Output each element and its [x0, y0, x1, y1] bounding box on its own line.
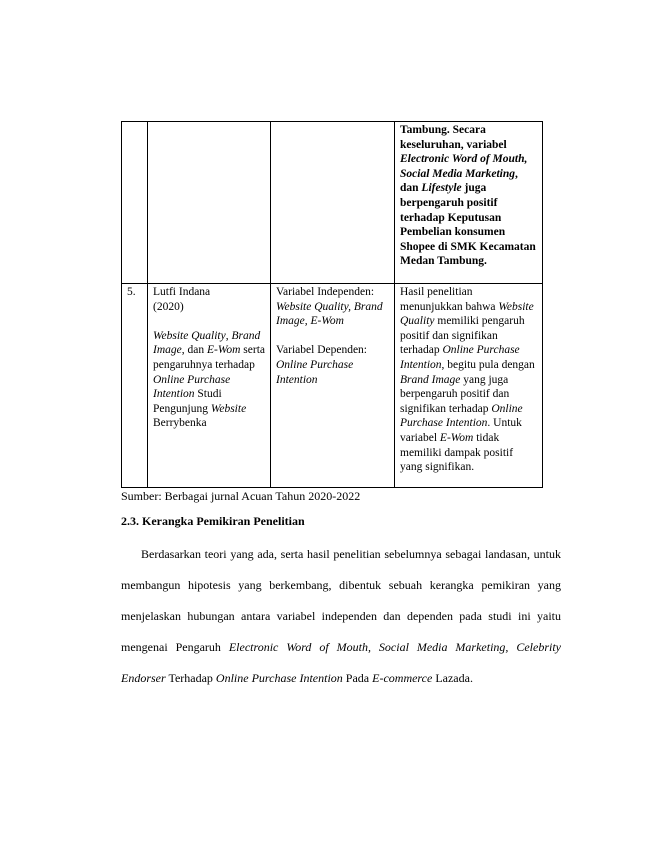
text-run: tidak memiliki dampak positif yang signifikan. [400, 431, 514, 474]
text-run: Terhadap [165, 671, 216, 685]
text-run: . Untuk variabel [400, 417, 522, 444]
text-run: Studi Pengunjung [153, 388, 222, 415]
text-run: Brand Image [400, 373, 461, 386]
independent-vars: Website Quality, Brand Image, E-Wom [276, 300, 383, 328]
cell-author [148, 284, 271, 488]
cell-variables [271, 284, 395, 488]
text-run: Website [210, 402, 247, 415]
section-heading: 2.3. Kerangka Pemikiran Penelitian [121, 514, 305, 528]
text-run: Berdasarkan teori yang ada, serta hasil penelitian sebelumnya sebagai landasan, untuk membangun hipotesis yang berkembang, dibentuk sebuah kerangka pemikiran yang menjelaskan hubungan antara variabel independen dan dependen pada studi ini yaitu mengenai Pengaruh [121, 547, 561, 654]
cell-result [395, 122, 543, 284]
text-run: E-Wom [439, 431, 474, 444]
text-run: Berrybenka [153, 417, 207, 430]
independent-label: Variabel Independen: [276, 286, 375, 298]
text-run: Lifestyle [421, 182, 462, 195]
cell-result [395, 284, 543, 488]
text-run: Online Purchase Intention [153, 373, 231, 401]
text-run: Pada [342, 671, 373, 685]
text-run: Online Purchase Intention [400, 402, 523, 430]
text-run: yang juga berpengaruh positif dan signifikan terhadap [400, 373, 510, 415]
text-run: serta pengaruhnya terhadap [153, 344, 266, 371]
text-run: Website Quality [400, 300, 534, 328]
dependent-label: Variabel Dependen: [276, 344, 368, 357]
cell-no [122, 122, 148, 284]
text-run: Lazada. [432, 671, 473, 685]
text-run: Electronic Word of Mouth, Social Media Marketing [400, 153, 528, 180]
text-run: Online Purchase Intention [215, 671, 343, 685]
text-run: , begitu pula dengan [441, 358, 535, 371]
body-paragraph [121, 539, 561, 694]
study-title [153, 329, 265, 431]
cell-variables [271, 122, 395, 284]
author-name: Lutfi Indana [153, 286, 211, 298]
text-run: juga berpengaruh positif terhadap Keputusan Pembelian konsumen Shopee di SMK Kecamatan Medan Tambung. [400, 182, 536, 268]
text-run: , dan [400, 167, 518, 195]
text-run: Brand Image [153, 329, 261, 357]
cell-author [148, 122, 271, 284]
literature-table [121, 121, 543, 488]
text-run: E-Wom [206, 344, 241, 357]
text-run: E-commerce [372, 671, 433, 685]
text-run: memiliki pengaruh positif dan signifikan terhadap [400, 315, 525, 357]
cell-no: 5. [122, 284, 148, 488]
text-run: Website Quality [153, 329, 226, 342]
table-row [122, 284, 543, 488]
table-row [122, 122, 543, 284]
text-run: Electronic Word of Mouth, Social Media Marketing, Celebrity Endorser [121, 640, 562, 685]
text-run: Online Purchase Intention [400, 344, 520, 371]
text-run: Tambung. Secara keseluruhan, variabel [400, 124, 507, 151]
text-run: , dan [181, 344, 207, 357]
dependent-vars: Online Purchase Intention [276, 358, 354, 386]
author-year: (2020) [153, 300, 184, 313]
text-run: , [225, 329, 232, 342]
paragraph-text [121, 539, 561, 694]
text-run: Hasil penelitian menunjukkan bahwa [400, 286, 499, 313]
table-source: Sumber: Berbagai jurnal Acuan Tahun 2020-2022 [121, 489, 361, 503]
